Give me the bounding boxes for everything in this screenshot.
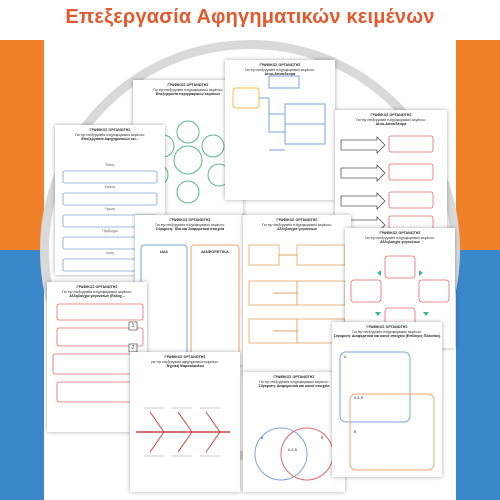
step-label: Ήρωες bbox=[104, 207, 116, 211]
card-cause-effect-1 bbox=[225, 60, 335, 200]
card-subheader: Για την επεξεργασία πληροφοριακού κειμένου: bbox=[259, 380, 329, 384]
card-venn bbox=[243, 372, 345, 492]
card-title: Αλληλουχία γεγονότων bbox=[380, 240, 420, 244]
card-subheader: Για την επεξεργασία πληροφοριακού κειμένου: bbox=[155, 223, 225, 227]
card-title: Τεχνική Ψαροκόκαλου bbox=[166, 364, 204, 368]
card-title: Επεξεργασία Αφηγηματικών κει... bbox=[81, 137, 139, 141]
card-subheader: Για την επεξεργασία πληροφοριακού κειμένου: bbox=[356, 118, 426, 122]
venn-label-b: B bbox=[321, 436, 324, 440]
same-label: ΙΔΙΑ bbox=[160, 249, 168, 254]
overlap-boxes-diagram bbox=[332, 322, 442, 477]
step-label: Χρόνος bbox=[104, 185, 116, 189]
card-subheader: Για την επεξεργασία πληροφοριακού κειμένου: bbox=[75, 133, 145, 137]
venn-label-a: A bbox=[261, 436, 264, 440]
box-label-b: B bbox=[354, 430, 357, 434]
card-subheader: Για την επεξεργασία πληροφοριακού κειμένου: bbox=[245, 68, 315, 72]
fishbone-diagram bbox=[130, 352, 240, 492]
blue-band-right bbox=[456, 250, 500, 500]
box-label-a: A bbox=[344, 355, 347, 359]
card-subheader: Για την επεξεργασία πληροφοριακού κειμένου: bbox=[153, 88, 223, 92]
card-subheader: Για την επεξεργασία πληροφοριακού κειμένου: bbox=[365, 236, 435, 240]
card-title: Αλληλουχία γεγονότων bbox=[277, 227, 317, 231]
card-title: Σύγκριση: Διαφορετικά και κοινά στοιχεία bbox=[258, 384, 330, 388]
card-header: ΓΡΑΦΙΚΟΣ ΟΡΓΑΝΩΤΗΣ bbox=[366, 325, 408, 329]
card-header: ΓΡΑΦΙΚΟΣ ΟΡΓΑΝΩΤΗΣ bbox=[167, 83, 209, 87]
orange-band-left bbox=[0, 40, 44, 250]
card-subheader: Για την επεξεργασία πληροφοριακού κειμένου: bbox=[262, 223, 332, 227]
card-title: Επεξεργασία περιγραφικών κειμένων bbox=[155, 92, 221, 96]
step-label: Πρόβλημα bbox=[102, 229, 118, 233]
card-fishbone bbox=[130, 352, 240, 492]
orange-band-right bbox=[456, 40, 500, 250]
blue-band-left bbox=[0, 250, 44, 500]
card-subheader: Για την επεξεργασία πληροφοριακού κειμένου: bbox=[62, 290, 132, 294]
main-title: Επεξεργασία Αφηγηματικών κειμένων bbox=[65, 6, 435, 28]
card-title: Αλληλουχία γεγονότων (Εκδοχ... bbox=[69, 294, 125, 298]
card-title: Σύγκριση: Ίδια και διαφορετικά στοιχεία bbox=[155, 227, 225, 231]
card-subheader: για την επεξεργασία αφηγηματικών κειμένων: bbox=[151, 360, 219, 364]
card-header: ΓΡΑΦΙΚΟΣ ΟΡΓΑΝΩΤΗΣ bbox=[276, 218, 318, 222]
step-label: Λύση bbox=[106, 251, 114, 255]
step-label: Τόπος bbox=[105, 163, 115, 167]
number-badge: 1 bbox=[131, 323, 135, 329]
box-label-ab: A & B bbox=[354, 396, 363, 400]
card-title: Σύγκριση: Διαφορετικά και κοινά στοιχεία (Επιλογές Πλαισίου) bbox=[333, 334, 441, 338]
different-label: ΔΙΑΦΟΡΕΤΙΚΑ bbox=[201, 249, 229, 254]
card-header: ΓΡΑΦΙΚΟΣ ΟΡΓΑΝΩΤΗΣ bbox=[259, 63, 301, 67]
card-title: Αίτιο-Αποτέλεσμα bbox=[264, 72, 296, 76]
card-same-different bbox=[135, 215, 245, 365]
arrow-rows-diagram bbox=[335, 110, 447, 240]
venn-label-ab: A & B bbox=[288, 448, 297, 452]
card-subheader: Για την επεξεργασία πληροφοριακού κειμένου: bbox=[352, 330, 422, 334]
card-header: ΓΡΑΦΙΚΟΣ ΟΡΓΑΝΩΤΗΣ bbox=[89, 128, 131, 132]
card-header: ΓΡΑΦΙΚΟΣ ΟΡΓΑΝΩΤΗΣ bbox=[164, 355, 206, 359]
card-title: Αίτιο-Αποτέλεσμα bbox=[375, 122, 407, 126]
card-header: ΓΡΑΦΙΚΟΣ ΟΡΓΑΝΩΤΗΣ bbox=[76, 285, 118, 289]
card-overlap-boxes bbox=[332, 322, 442, 477]
card-header: ΓΡΑΦΙΚΟΣ ΟΡΓΑΝΩΤΗΣ bbox=[379, 231, 421, 235]
two-columns-diagram bbox=[135, 215, 245, 365]
card-header: ΓΡΑΦΙΚΟΣ ΟΡΓΑΝΩΤΗΣ bbox=[273, 375, 315, 379]
card-header: ΓΡΑΦΙΚΟΣ ΟΡΓΑΝΩΤΗΣ bbox=[169, 218, 211, 222]
card-cause-effect-2 bbox=[335, 110, 447, 240]
card-header: ΓΡΑΦΙΚΟΣ ΟΡΓΑΝΩΤΗΣ bbox=[370, 113, 412, 117]
number-badge: 2 bbox=[131, 345, 135, 351]
venn-diagram bbox=[243, 372, 345, 492]
cause-effect-diagram bbox=[225, 60, 335, 200]
